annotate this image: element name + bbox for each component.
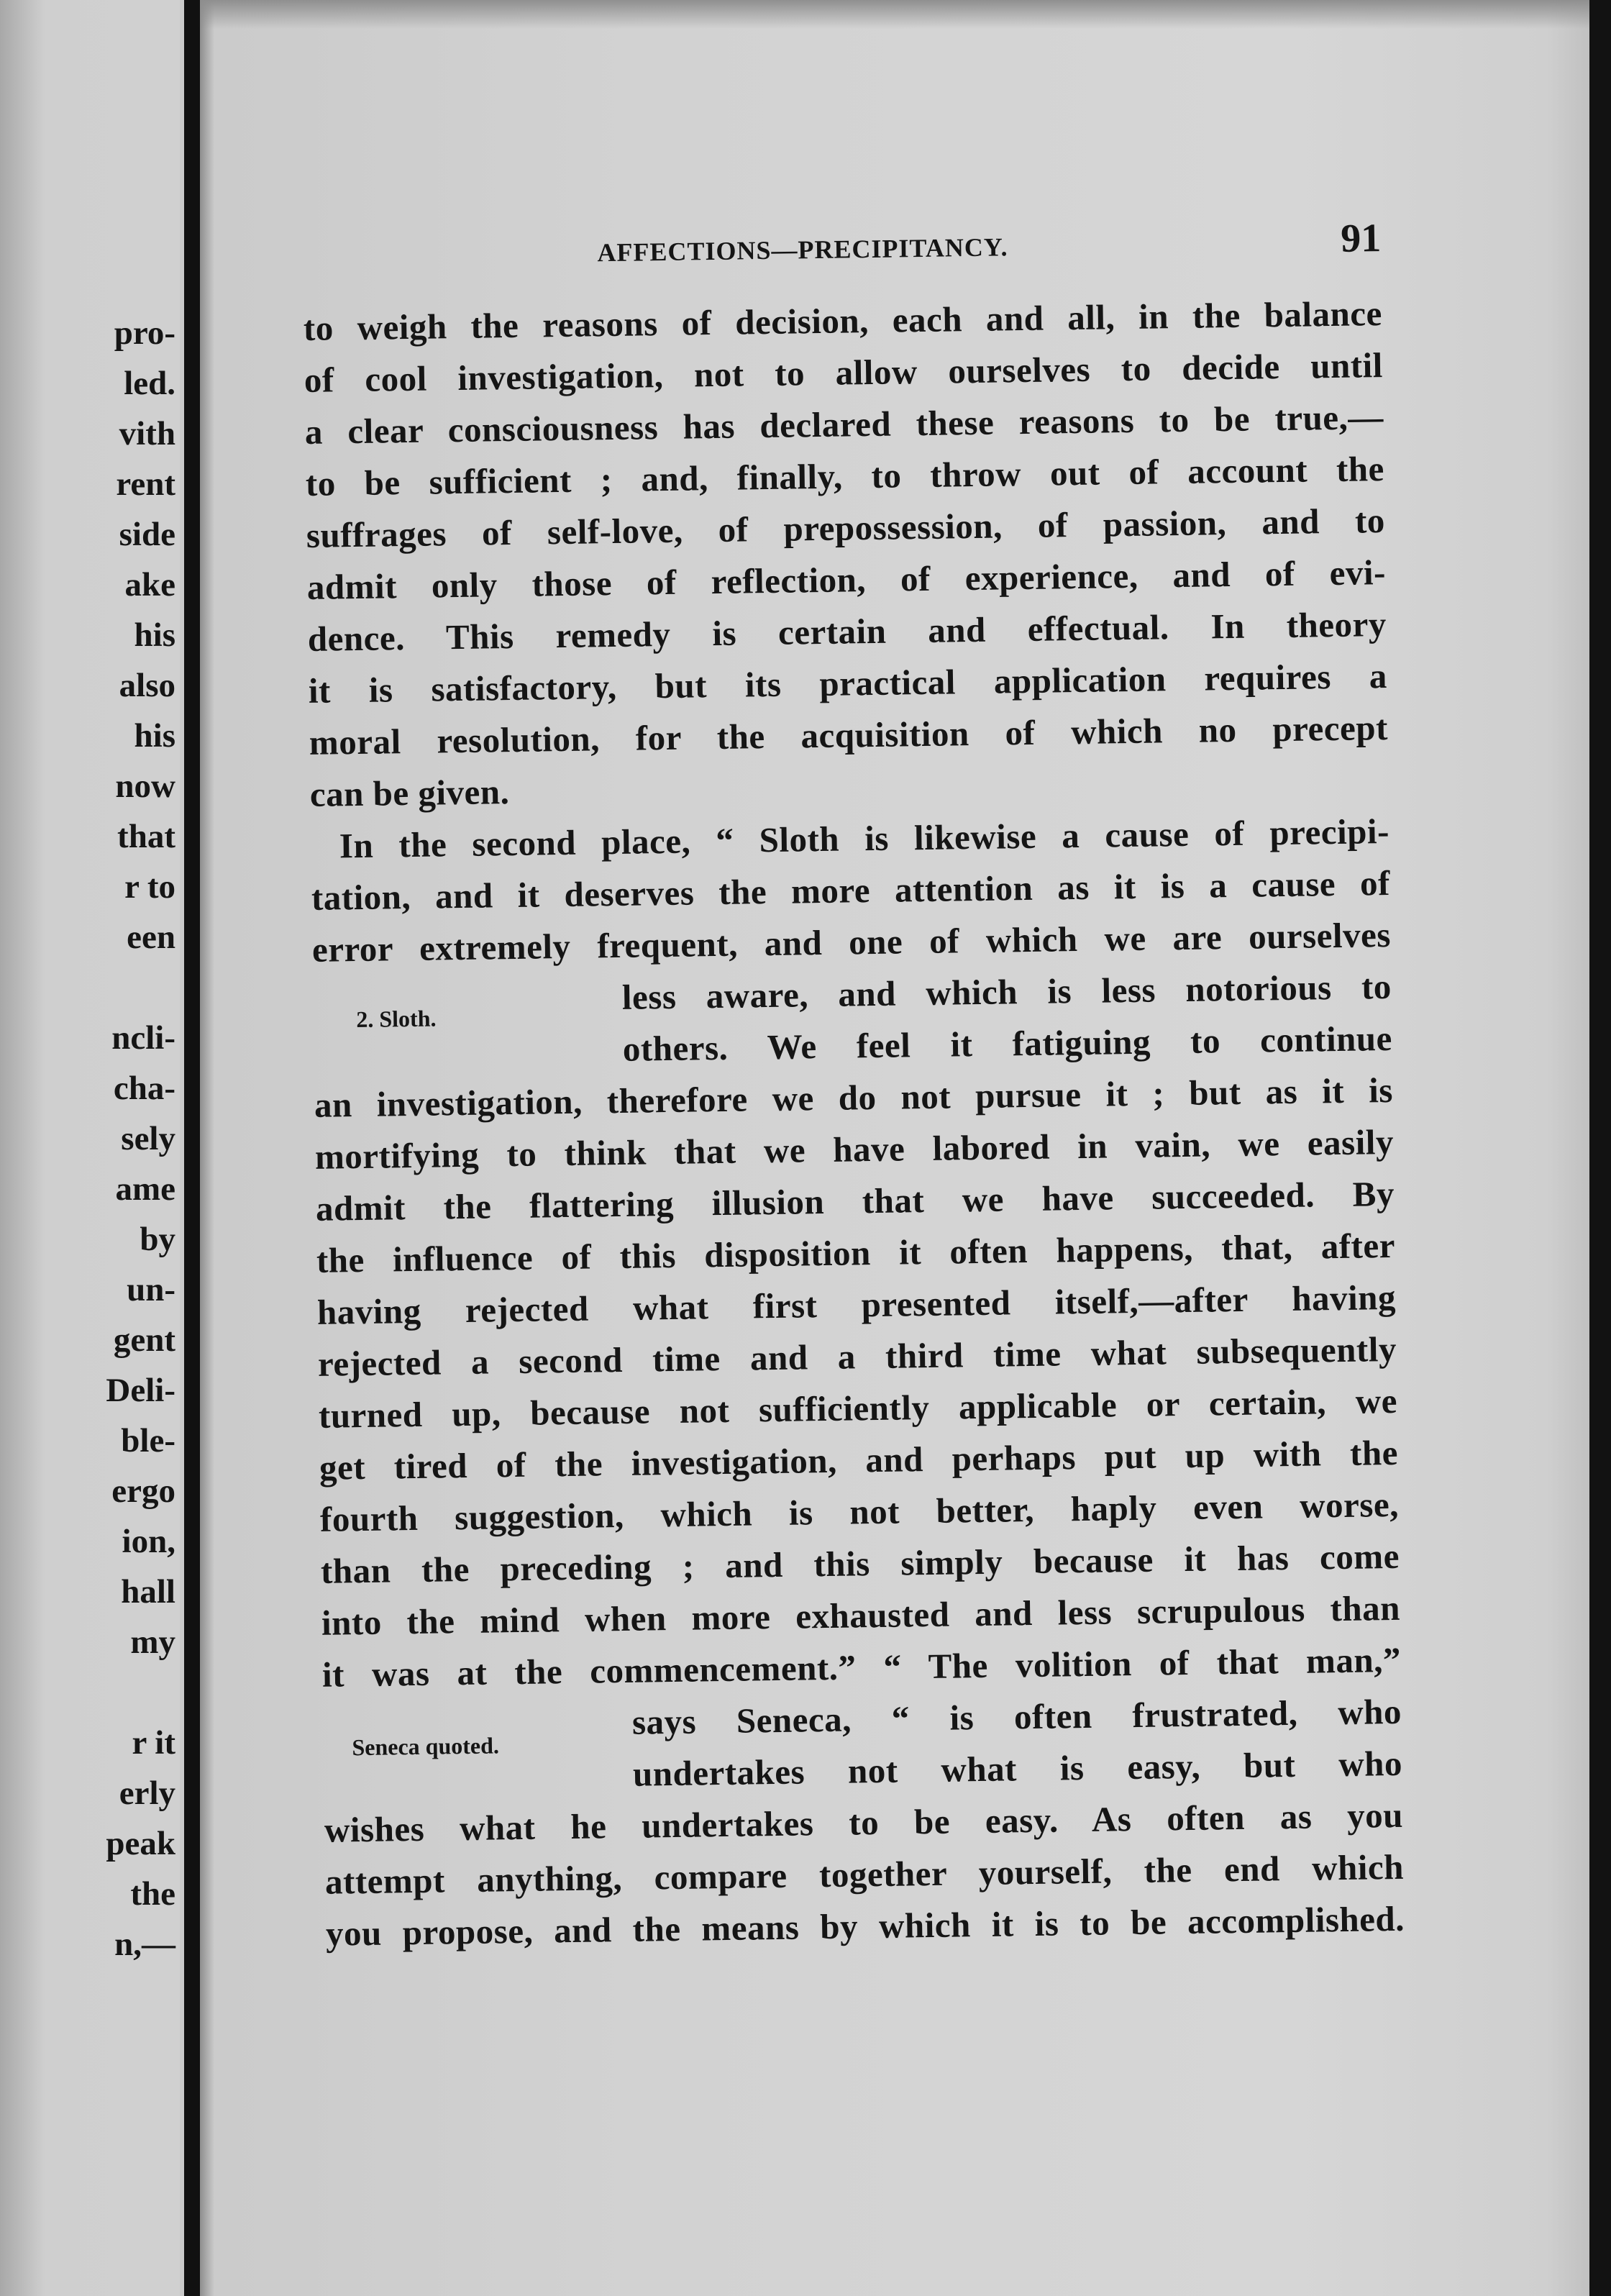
text-line: error extremely frequent, and one of which we are ourselves [311,914,1392,970]
side-note-seneca: Seneca quoted. [352,1732,500,1761]
text-line: attempt anything, compare together yourself, the end which [324,1846,1405,1902]
text-line: says Seneca, “ is often frustrated, who [631,1691,1402,1742]
text-line: it was at the commencement.” “ The volition of that man,” [321,1639,1402,1695]
text-line: get tired of the investigation, and perhaps put up with the [319,1432,1399,1488]
left-page-fragment: now [115,767,175,805]
text-line: mortifying to think that we have labored in vain, we easily [314,1121,1395,1177]
left-page-fragment: that [117,818,175,855]
text-line: moral resolution, for the acquisition of which no precept [309,707,1389,762]
text-line: turned up, because not sufficiently applicable or certain, we [318,1380,1398,1436]
left-page-fragment: vith [119,415,175,452]
left-page-fragment: n,— [114,1926,175,1963]
left-page-fragment: sely [121,1120,175,1157]
left-page-fragment: the [130,1875,175,1913]
left-page-fragment: ble- [121,1422,175,1459]
text-line: admit only those of reflection, of experience, and of evi- [306,552,1387,607]
text-line: undertakes not what is easy, but who [632,1743,1403,1794]
page-number: 91 [1340,216,1382,261]
left-page-fragment: erly [119,1775,175,1812]
text-line: the influence of this disposition it often happens, that, after [316,1225,1396,1280]
left-page-fragment: cha- [113,1070,175,1107]
text-line: tation, and it deserves the more attention as it is a cause of [311,862,1391,918]
left-page-fragment: ion, [122,1523,175,1560]
left-page-fragment: ncli- [111,1019,175,1057]
left-page-fragment: by [140,1221,175,1258]
left-page-fragment: r it [132,1724,175,1762]
text-line: rejected a second time and a third time what subsequently [317,1329,1397,1384]
left-page-fragment: ake [124,566,175,603]
text-line: others. We feel it fatiguing to continue [622,1018,1393,1069]
running-head-title: AFFECTIONS—PRECIPITANCY. [597,232,1008,268]
gutter-shadow [200,0,214,2296]
text-line: into the mind when more exhausted and less scrupulous than [321,1587,1401,1643]
left-page-fragment: my [130,1623,175,1661]
left-page-fragment: een [127,919,175,956]
right-dark-edge [1589,0,1611,2296]
left-page-fragment: peak [106,1825,175,1862]
text-line: dence. This remedy is certain and effectual. In theory [307,604,1387,659]
left-page-fragment: his [134,717,175,755]
text-line: can be given. [309,772,510,814]
left-page-fragment: gent [113,1321,175,1359]
text-line: fourth suggestion, which is not better, haply even worse, [319,1484,1400,1539]
left-page-fragment: pro- [114,314,175,352]
left-page-fragment: side [119,516,175,553]
text-line: than the preceding ; and this simply because it has come [320,1536,1400,1591]
left-page-strip [0,0,180,2296]
left-page-fragment: his [134,616,175,654]
left-page-fragment: un- [127,1271,175,1308]
left-page-fragment: led. [124,365,175,402]
left-page-fragment: ergo [111,1472,175,1510]
left-page-fragment: rent [116,465,175,503]
left-page-fragment: hall [121,1573,175,1611]
text-line: In the second place, “ Sloth is likewise a cause of precipi- [339,811,1390,866]
text-line: of cool investigation, not to allow ourselves to decide until [304,345,1384,400]
left-page-fragment: r to [124,868,175,906]
text-line: a clear consciousness has declared these reasons to be true,— [304,397,1384,452]
side-note-sloth: 2. Sloth. [356,1005,437,1033]
book-gutter [184,0,200,2296]
text-line: less aware, and which is less notorious to [621,966,1392,1017]
text-line: an investigation, therefore we do not pursue it ; but as it is [314,1070,1394,1125]
left-page-fragment: Deli- [106,1372,175,1409]
text-line: it is satisfactory, but its practical application requires a [308,655,1388,711]
text-line: wishes what he undertakes to be easy. As often as you [324,1795,1404,1850]
text-line: admit the flattering illusion that we have succeeded. By [315,1173,1395,1229]
book-page [302,215,1406,2028]
text-line: suffrages of self-love, of prepossession, of passion, and to [306,501,1386,555]
top-shadow-band [200,0,1589,29]
text-line: to be sufficient ; and, finally, to throw out of account the [305,449,1385,504]
text-line: having rejected what first presented itself,—after having [316,1277,1397,1332]
text-line: you propose, and the means by which it is to be accomplished. [325,1898,1405,1954]
left-page-fragment: ame [115,1170,175,1208]
text-line: to weigh the reasons of decision, each and all, in the balance [303,293,1383,348]
left-page-fragment: also [119,667,175,704]
